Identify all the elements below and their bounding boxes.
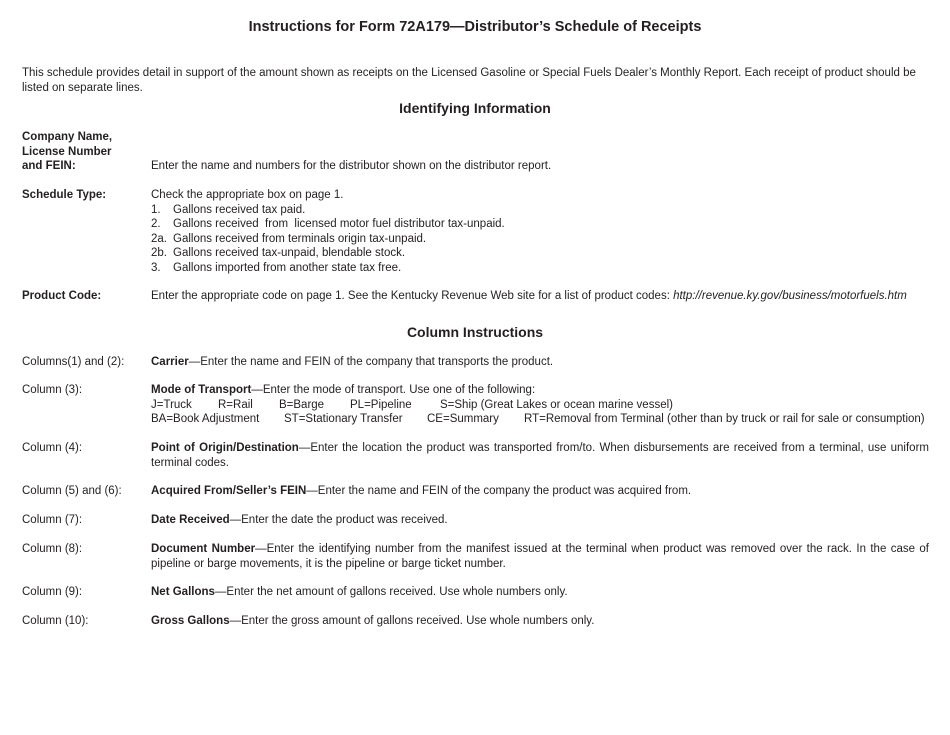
mode-block xyxy=(151,383,929,427)
acquired-desc: —Enter the name and FEIN of the company the product was acquired from. xyxy=(306,485,692,497)
origin-label: Column (4): xyxy=(22,442,83,454)
document-term: Document Number xyxy=(151,543,256,555)
item-number: 2a. xyxy=(151,232,167,245)
identifying-heading: Identifying Information xyxy=(399,100,551,116)
mode-code: ST=Stationary Transfer xyxy=(284,413,403,425)
origin-text xyxy=(151,441,929,470)
product-code-label: Product Code: xyxy=(22,290,102,302)
date-term: Date Received xyxy=(151,514,230,526)
mode-code: BA=Book Adjustment xyxy=(151,413,260,425)
product-code-text xyxy=(151,289,941,304)
mode-code: B=Barge xyxy=(279,398,325,411)
mode-desc: —Enter the mode of transport. Use one of the following: xyxy=(251,384,536,396)
mode-code: J=Truck xyxy=(151,398,192,411)
document-text xyxy=(151,542,929,571)
mode-code: RT=Removal from Terminal (other than by truck or rail for sale or consumption) xyxy=(524,413,925,425)
net-label: Column (9): xyxy=(22,586,83,598)
document-label: Column (8): xyxy=(22,543,83,555)
intro-paragraph: This schedule provides detail in support of the amount shown as receipts on the Licensed Gasoline or Special Fuels Dealer’s Monthly Report. Each receipt of product should be listed on separate lines. xyxy=(22,67,916,94)
date-desc: —Enter the date the product was received. xyxy=(229,514,448,526)
mode-row-2 xyxy=(151,412,929,427)
net-term: Net Gallons xyxy=(151,586,215,598)
mode-text xyxy=(151,383,929,398)
gross-desc: —Enter the gross amount of gallons received. Use whole numbers only. xyxy=(229,615,595,627)
gross-text xyxy=(151,614,929,629)
company-label-line: and FEIN: xyxy=(22,160,76,172)
origin-term: Point of Origin/Destination xyxy=(151,442,299,454)
carrier-term: Carrier xyxy=(151,356,189,368)
item-number: 2b. xyxy=(151,247,167,259)
gross-label: Column (10): xyxy=(22,615,89,627)
item-text: Gallons received from terminals origin tax-unpaid. xyxy=(173,232,427,245)
item-number: 2. xyxy=(151,218,161,230)
mode-row-1 xyxy=(151,398,929,413)
mode-label: Column (3): xyxy=(22,384,83,396)
gross-term: Gross Gallons xyxy=(151,615,230,627)
company-text: Enter the name and numbers for the distributor shown on the distributor report. xyxy=(151,160,552,172)
item-text: Gallons received tax-unpaid, blendable stock. xyxy=(173,247,406,259)
item-text: Gallons imported from another state tax free. xyxy=(173,261,402,274)
company-label xyxy=(22,130,147,174)
carrier-label: Columns(1) and (2): xyxy=(22,356,125,368)
schedule-type-item xyxy=(151,246,929,261)
schedule-type-item xyxy=(151,261,929,276)
mode-code: R=Rail xyxy=(218,398,253,411)
schedule-type-label: Schedule Type: xyxy=(22,189,107,201)
item-text: Gallons received tax paid. xyxy=(173,203,306,216)
product-code-url: http://revenue.ky.gov/business/motorfuels.htm xyxy=(673,290,907,302)
page-title: Instructions for Form 72A179—Distributor’s Schedule of Receipts xyxy=(248,19,702,35)
acquired-label: Column (5) and (6): xyxy=(22,485,122,497)
carrier-desc: —Enter the name and FEIN of the company that transports the product. xyxy=(188,356,554,368)
acquired-term: Acquired From/Seller’s FEIN xyxy=(151,485,307,497)
item-number: 1. xyxy=(151,203,161,216)
product-code-instruction: Enter the appropriate code on page 1. See the Kentucky Revenue Web site for a list of product codes: xyxy=(151,290,674,302)
schedule-type-item xyxy=(151,232,929,247)
mode-code: CE=Summary xyxy=(427,413,499,425)
date-label: Column (7): xyxy=(22,514,83,526)
mode-code: PL=Pipeline xyxy=(350,398,412,411)
item-number: 3. xyxy=(151,261,161,274)
schedule-type-item xyxy=(151,217,929,232)
schedule-type-text: Check the appropriate box on page 1. xyxy=(151,189,344,201)
column-instructions-heading: Column Instructions xyxy=(406,324,544,340)
company-label-line: License Number xyxy=(22,145,112,158)
net-text xyxy=(151,585,929,600)
schedule-type-block xyxy=(151,188,929,275)
mode-code: S=Ship (Great Lakes or ocean marine vessel) xyxy=(440,398,673,411)
net-desc: —Enter the net amount of gallons received. Use whole numbers only. xyxy=(214,586,568,598)
origin-desc: —Enter the location the product was transported from/to. When disbursements are received from a terminal, use uniform terminal codes. xyxy=(151,442,929,469)
acquired-text xyxy=(151,484,929,499)
date-text xyxy=(151,513,929,528)
carrier-text xyxy=(151,355,929,370)
company-label-line: Company Name, xyxy=(22,131,113,143)
schedule-type-item xyxy=(151,203,929,218)
mode-term: Mode of Transport xyxy=(151,384,252,396)
document-desc: —Enter the identifying number from the manifest issued at the terminal when product was removed over the rack. In the case of pipeline or barge movements, it is the pipeline or barge ticket number. xyxy=(151,543,930,570)
item-text: Gallons received from licensed motor fuel distributor tax-unpaid. xyxy=(173,218,505,230)
